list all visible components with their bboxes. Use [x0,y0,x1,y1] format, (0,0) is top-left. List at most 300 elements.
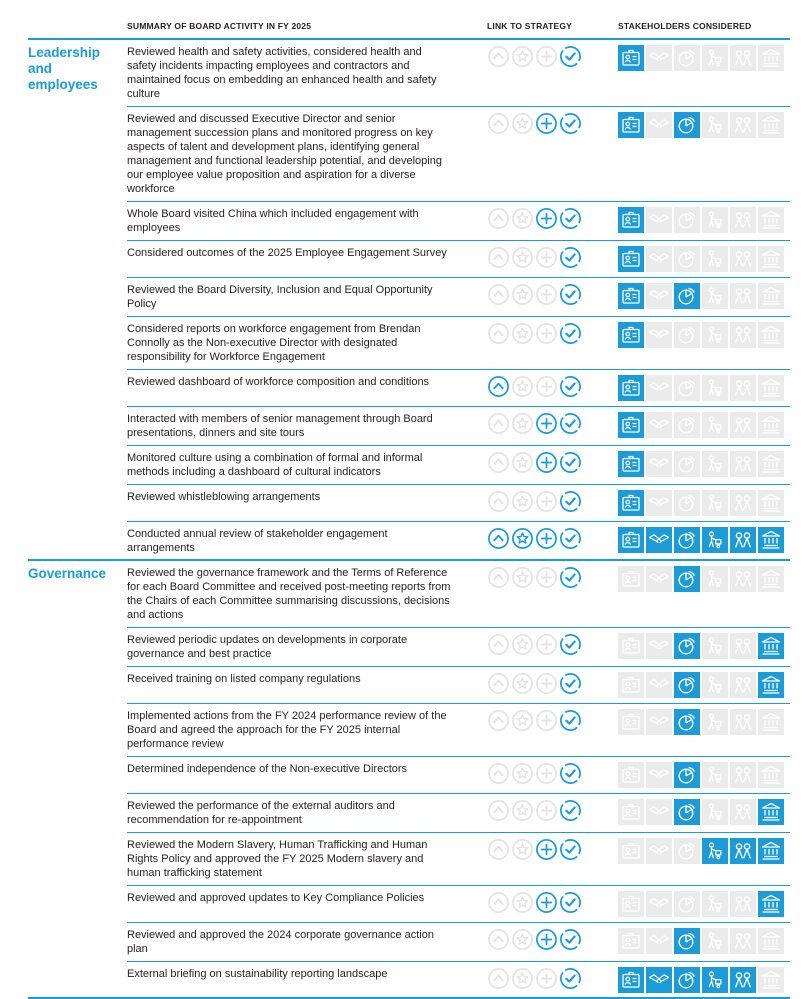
strategy-icons [487,671,618,698]
pie-chart-icon [674,490,700,516]
employee-badge-icon [618,566,644,592]
col-header-activity: SUMMARY OF BOARD ACTIVITY IN FY 2025 [127,21,312,31]
institution-icon [758,112,784,138]
handshake-icon [646,283,672,309]
employee-badge-icon [618,709,644,735]
table-row [28,485,790,522]
institution-icon [758,838,784,864]
activity-cell [127,321,487,364]
employee-badge-icon [618,672,644,698]
strategy-icons [487,526,618,555]
activity-cell [127,44,487,101]
section-label-cell [28,450,127,479]
employee-badge-icon [618,967,644,993]
plus-circle-icon [535,451,558,474]
star-circle-icon [511,762,534,785]
section-label-cell [28,890,127,917]
star-circle-icon [511,375,534,398]
activity-cell [127,632,487,661]
activity-text: Implemented actions from the FY 2024 performance review of the Board and agreed the approach for the FY 2025 internal performance review [127,710,447,750]
handshake-icon [646,412,672,438]
activity-text: Interacted with members of senior management through Board presentations, dinners and site tours [127,413,433,439]
chevron-up-circle-icon [487,799,510,822]
section-label-cell [28,245,127,272]
person-with-cart-icon [702,928,728,954]
check-circle-icon [559,490,582,513]
col-header-strategy: LINK TO STRATEGY [487,21,573,31]
chevron-up-circle-icon [487,490,510,513]
check-circle-icon [559,451,582,474]
person-with-cart-icon [702,246,728,272]
person-with-cart-icon [702,891,728,917]
check-circle-icon [559,412,582,435]
activity-cell [127,837,487,880]
handshake-icon [646,451,672,477]
two-people-icon [730,928,756,954]
table-row [28,962,790,999]
stakeholder-icons [618,565,790,622]
strategy-icons [487,837,618,880]
chevron-up-circle-icon [487,566,510,589]
stakeholder-icons [618,708,790,751]
strategy-icons [487,411,618,440]
stakeholder-icons [618,927,790,956]
table-row [28,833,790,886]
two-people-icon [730,322,756,348]
institution-icon [758,375,784,401]
plus-circle-icon [535,566,558,589]
activity-cell [127,411,487,440]
activity-text: Monitored culture using a combination of formal and informal methods including a dashboard of cultural indicators [127,452,423,478]
star-circle-icon [511,566,534,589]
section-label-cell [28,708,127,751]
section-label-cell [28,798,127,827]
activity-text: Reviewed the Board Diversity, Inclusion and Equal Opportunity Policy [127,284,433,310]
pie-chart-icon [674,45,700,71]
person-with-cart-icon [702,633,728,659]
table-row [28,40,790,107]
chevron-up-circle-icon [487,928,510,951]
institution-icon [758,633,784,659]
check-circle-icon [559,891,582,914]
person-with-cart-icon [702,527,728,553]
check-circle-icon [559,283,582,306]
two-people-icon [730,838,756,864]
strategy-icons [487,798,618,827]
institution-icon [758,967,784,993]
table-row [28,107,790,202]
section-governance [28,561,790,999]
section-label-cell [28,966,127,993]
strategy-icons [487,206,618,235]
two-people-icon [730,412,756,438]
section-label-cell [28,489,127,516]
person-with-cart-icon [702,566,728,592]
plus-circle-icon [535,762,558,785]
check-circle-icon [559,838,582,861]
two-people-icon [730,967,756,993]
handshake-icon [646,490,672,516]
chevron-up-circle-icon [487,322,510,345]
institution-icon [758,490,784,516]
plus-circle-icon [535,112,558,135]
check-circle-icon [559,928,582,951]
employee-badge-icon [618,838,644,864]
activity-cell [127,245,487,272]
section-title: Leadership and employees [28,45,101,92]
strategy-icons [487,450,618,479]
stakeholder-icons [618,966,790,993]
activity-text: Reviewed and approved updates to Key Compliance Policies [127,892,425,904]
star-circle-icon [511,490,534,513]
two-people-icon [730,207,756,233]
stakeholder-icons [618,44,790,101]
table-row [28,561,790,628]
stakeholder-icons [618,837,790,880]
employee-badge-icon [618,375,644,401]
employee-badge-icon [618,762,644,788]
activity-text: External briefing on sustainability reporting landscape [127,968,388,980]
chevron-up-circle-icon [487,633,510,656]
table-row [28,278,790,317]
check-circle-icon [559,709,582,732]
employee-badge-icon [618,322,644,348]
check-circle-icon [559,375,582,398]
table-row [28,886,790,923]
chevron-up-circle-icon [487,207,510,230]
person-with-cart-icon [702,322,728,348]
stakeholder-icons [618,890,790,917]
plus-circle-icon [535,709,558,732]
activity-text: Reviewed the governance framework and the Terms of Reference for each Board Committee and received post-meeting reports from the Chairs of each Committee summarising discussions, decisions and actions [127,567,451,621]
star-circle-icon [511,322,534,345]
plus-circle-icon [535,672,558,695]
star-circle-icon [511,672,534,695]
two-people-icon [730,672,756,698]
section-label-cell [28,837,127,880]
plus-circle-icon [535,283,558,306]
stakeholder-icons [618,450,790,479]
pie-chart-icon [674,246,700,272]
handshake-icon [646,672,672,698]
activity-text: Received training on listed company regulations [127,673,361,685]
section-label-cell [28,44,127,101]
chevron-up-circle-icon [487,112,510,135]
institution-icon [758,207,784,233]
star-circle-icon [511,451,534,474]
star-circle-icon [511,967,534,990]
chevron-up-circle-icon [487,762,510,785]
chevron-up-circle-icon [487,672,510,695]
institution-icon [758,799,784,825]
section-label-cell [28,282,127,311]
activity-cell [127,374,487,401]
person-with-cart-icon [702,762,728,788]
chevron-up-circle-icon [487,891,510,914]
pie-chart-icon [674,633,700,659]
strategy-icons [487,44,618,101]
activity-text: Reviewed periodic updates on developments in corporate governance and best practice [127,634,408,660]
employee-badge-icon [618,891,644,917]
activity-text: Considered outcomes of the 2025 Employee Engagement Survey [127,247,447,259]
pie-chart-icon [674,762,700,788]
employee-badge-icon [618,633,644,659]
two-people-icon [730,283,756,309]
person-with-cart-icon [702,799,728,825]
section-label-cell [28,321,127,364]
institution-icon [758,709,784,735]
handshake-icon [646,967,672,993]
handshake-icon [646,928,672,954]
activity-text: Reviewed and discussed Executive Director and senior management succession plans and monitored progress on key aspects of talent and development plans, identifying general management and functional leadership potential, and developing our employee value proposition and aspiration for a diverse workforce [127,113,442,195]
plus-circle-icon [535,633,558,656]
star-circle-icon [511,799,534,822]
activity-text: Reviewed the Modern Slavery, Human Trafficking and Human Rights Policy and approved the FY 2025 Modern slavery and human trafficking statement [127,839,428,879]
strategy-icons [487,282,618,311]
plus-circle-icon [535,838,558,861]
handshake-icon [646,799,672,825]
star-circle-icon [511,527,534,550]
chevron-up-circle-icon [487,412,510,435]
employee-badge-icon [618,45,644,71]
star-circle-icon [511,207,534,230]
pie-chart-icon [674,672,700,698]
plus-circle-icon [535,527,558,550]
two-people-icon [730,762,756,788]
stakeholder-icons [618,282,790,311]
table-row [28,317,790,370]
table-row [28,241,790,278]
check-circle-icon [559,799,582,822]
handshake-icon [646,891,672,917]
plus-circle-icon [535,967,558,990]
person-with-cart-icon [702,112,728,138]
table-row [28,370,790,407]
activity-cell [127,206,487,235]
pie-chart-icon [674,283,700,309]
activity-cell [127,708,487,751]
section-label-cell [28,927,127,956]
institution-icon [758,322,784,348]
employee-badge-icon [618,451,644,477]
handshake-icon [646,838,672,864]
table-row [28,757,790,794]
star-circle-icon [511,633,534,656]
section-label-cell [28,632,127,661]
person-with-cart-icon [702,490,728,516]
chevron-up-circle-icon [487,709,510,732]
strategy-icons [487,245,618,272]
activity-cell [127,565,487,622]
two-people-icon [730,633,756,659]
employee-badge-icon [618,412,644,438]
handshake-icon [646,762,672,788]
stakeholder-icons [618,245,790,272]
institution-icon [758,451,784,477]
plus-circle-icon [535,322,558,345]
two-people-icon [730,891,756,917]
table-row [28,628,790,667]
plus-circle-icon [535,375,558,398]
employee-badge-icon [618,928,644,954]
two-people-icon [730,709,756,735]
handshake-icon [646,112,672,138]
stakeholder-icons [618,632,790,661]
pie-chart-icon [674,799,700,825]
strategy-icons [487,632,618,661]
section-label-cell [28,761,127,788]
activity-text: Conducted annual review of stakeholder engagement arrangements [127,528,388,554]
institution-icon [758,412,784,438]
section-label-cell [28,671,127,698]
person-with-cart-icon [702,451,728,477]
person-with-cart-icon [702,45,728,71]
handshake-icon [646,207,672,233]
pie-chart-icon [674,375,700,401]
employee-badge-icon [618,112,644,138]
pie-chart-icon [674,322,700,348]
activity-cell [127,927,487,956]
institution-icon [758,283,784,309]
plus-circle-icon [535,490,558,513]
chevron-up-circle-icon [487,283,510,306]
person-with-cart-icon [702,207,728,233]
two-people-icon [730,45,756,71]
two-people-icon [730,799,756,825]
activity-cell [127,966,487,993]
activity-text: Reviewed and approved the 2024 corporate governance action plan [127,929,434,955]
plus-circle-icon [535,246,558,269]
chevron-up-circle-icon [487,246,510,269]
activity-text: Considered reports on workforce engagement from Brendan Connolly as the Non-executive Director with designated responsibility for Workforce Engagement [127,323,421,363]
stakeholder-icons [618,761,790,788]
institution-icon [758,928,784,954]
activity-cell [127,111,487,196]
pie-chart-icon [674,527,700,553]
person-with-cart-icon [702,967,728,993]
star-circle-icon [511,283,534,306]
stakeholder-icons [618,411,790,440]
activity-text: Determined independence of the Non-executive Directors [127,763,408,775]
table-row [28,923,790,962]
check-circle-icon [559,633,582,656]
star-circle-icon [511,709,534,732]
handshake-icon [646,527,672,553]
strategy-icons [487,374,618,401]
stakeholder-icons [618,111,790,196]
chevron-up-circle-icon [487,967,510,990]
employee-badge-icon [618,283,644,309]
check-circle-icon [559,322,582,345]
person-with-cart-icon [702,375,728,401]
activity-cell [127,526,487,555]
activity-cell [127,489,487,516]
pie-chart-icon [674,451,700,477]
activity-text: Reviewed health and safety activities, considered health and safety incidents impacting employees and contractors and maintained focus on embedding an enhanced health and safety culture [127,46,437,100]
institution-icon [758,891,784,917]
two-people-icon [730,375,756,401]
plus-circle-icon [535,928,558,951]
section-label-cell [28,565,127,622]
table-row [28,794,790,833]
stakeholder-icons [618,321,790,364]
check-circle-icon [559,967,582,990]
chevron-up-circle-icon [487,375,510,398]
activity-cell [127,282,487,311]
pie-chart-icon [674,928,700,954]
activity-text: Whole Board visited China which included engagement with employees [127,208,419,234]
section-title: Governance [28,566,107,581]
chevron-up-circle-icon [487,45,510,68]
chevron-up-circle-icon [487,838,510,861]
plus-circle-icon [535,45,558,68]
handshake-icon [646,45,672,71]
strategy-icons [487,489,618,516]
chevron-up-circle-icon [487,527,510,550]
star-circle-icon [511,112,534,135]
check-circle-icon [559,207,582,230]
two-people-icon [730,566,756,592]
handshake-icon [646,375,672,401]
pie-chart-icon [674,112,700,138]
strategy-icons [487,890,618,917]
handshake-icon [646,246,672,272]
strategy-icons [487,966,618,993]
star-circle-icon [511,838,534,861]
handshake-icon [646,709,672,735]
institution-icon [758,45,784,71]
handshake-icon [646,633,672,659]
activity-text: Reviewed the performance of the external auditors and recommendation for re-appointment [127,800,395,826]
table-row [28,522,790,561]
star-circle-icon [511,891,534,914]
table-row [28,407,790,446]
stakeholder-icons [618,798,790,827]
strategy-icons [487,708,618,751]
activity-text: Reviewed whistleblowing arrangements [127,491,321,503]
table-row [28,667,790,704]
star-circle-icon [511,928,534,951]
pie-chart-icon [674,891,700,917]
activity-cell [127,890,487,917]
employee-badge-icon [618,490,644,516]
pie-chart-icon [674,207,700,233]
chevron-up-circle-icon [487,451,510,474]
employee-badge-icon [618,527,644,553]
check-circle-icon [559,672,582,695]
activity-cell [127,798,487,827]
section-label-cell [28,411,127,440]
table-body [28,40,790,999]
institution-icon [758,672,784,698]
stakeholder-icons [618,526,790,555]
check-circle-icon [559,566,582,589]
pie-chart-icon [674,709,700,735]
star-circle-icon [511,246,534,269]
table-row [28,446,790,485]
employee-badge-icon [618,246,644,272]
activity-cell [127,761,487,788]
stakeholder-icons [618,489,790,516]
employee-badge-icon [618,207,644,233]
person-with-cart-icon [702,672,728,698]
check-circle-icon [559,112,582,135]
strategy-icons [487,321,618,364]
strategy-icons [487,111,618,196]
handshake-icon [646,566,672,592]
handshake-icon [646,322,672,348]
plus-circle-icon [535,891,558,914]
